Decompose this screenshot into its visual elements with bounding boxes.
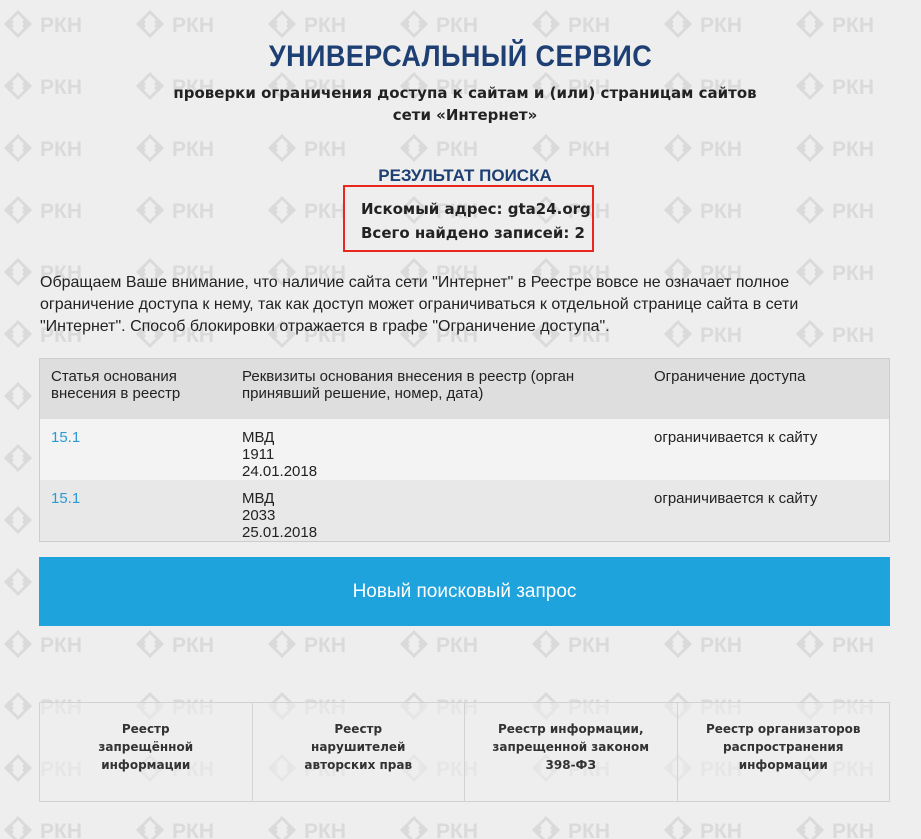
results-table <box>39 358 890 542</box>
registry-prohibited-info-link[interactable]: Реестр запрещённой информации <box>40 703 253 801</box>
registry-copyright-violators-link[interactable]: Реестр нарушителей авторских прав <box>253 703 466 801</box>
table-row <box>40 480 889 541</box>
result-heading: РЕЗУЛЬТАТ ПОИСКА <box>378 166 552 185</box>
registry-info-distributors-link[interactable]: Реестр организаторов распространения информации <box>705 722 861 772</box>
decision-number: 2033 <box>242 507 276 524</box>
searched-address: Искомый адрес: gta24.org <box>361 200 591 218</box>
basis-cell <box>242 490 642 541</box>
decision-number: 1911 <box>242 446 275 463</box>
decision-date: 25.01.2018 <box>242 524 318 541</box>
total-records-found: Всего найдено записей: 2 <box>361 224 585 242</box>
restriction-cell: ограничивается к сайту <box>654 429 818 446</box>
article-link[interactable]: 15.1 <box>51 490 81 507</box>
article-link[interactable]: 15.1 <box>51 429 81 446</box>
column-header-basis: Реквизиты основания внесения в реестр (орган принявший решение, номер, дата) <box>242 368 575 402</box>
search-result-summary <box>343 185 594 252</box>
restriction-cell: ограничивается к сайту <box>654 490 818 507</box>
new-search-button[interactable]: Новый поисковый запрос <box>39 557 890 626</box>
authority: МВД <box>242 429 275 446</box>
registry-398fz-link[interactable]: Реестр информации, запрещенной законом 398-ФЗ <box>465 703 678 801</box>
table-header <box>40 359 889 419</box>
page-title: УНИВЕРСАЛЬНЫЙ СЕРВИС <box>268 40 653 73</box>
basis-cell <box>242 429 642 480</box>
column-header-article: Статья основания внесения в реестр <box>51 368 181 402</box>
table-row <box>40 419 889 480</box>
registry-links <box>39 702 890 802</box>
column-header-restriction: Ограничение доступа <box>654 368 806 385</box>
notice-text: Обращаем Ваше внимание, что наличие сайта сети "Интернет" в Реестре вовсе не означает полное ограничение доступа к нему, так как доступ может ограничиваться к отдельной странице сайта в сети "Интернет". Способ блокировки отражается в графе "Ограничение доступа". <box>40 274 799 335</box>
decision-date: 24.01.2018 <box>242 463 318 480</box>
page-subtitle: проверки ограничения доступа к сайтам и (или) страницам сайтов сети «Интернет» <box>173 84 757 124</box>
authority: МВД <box>242 490 275 507</box>
